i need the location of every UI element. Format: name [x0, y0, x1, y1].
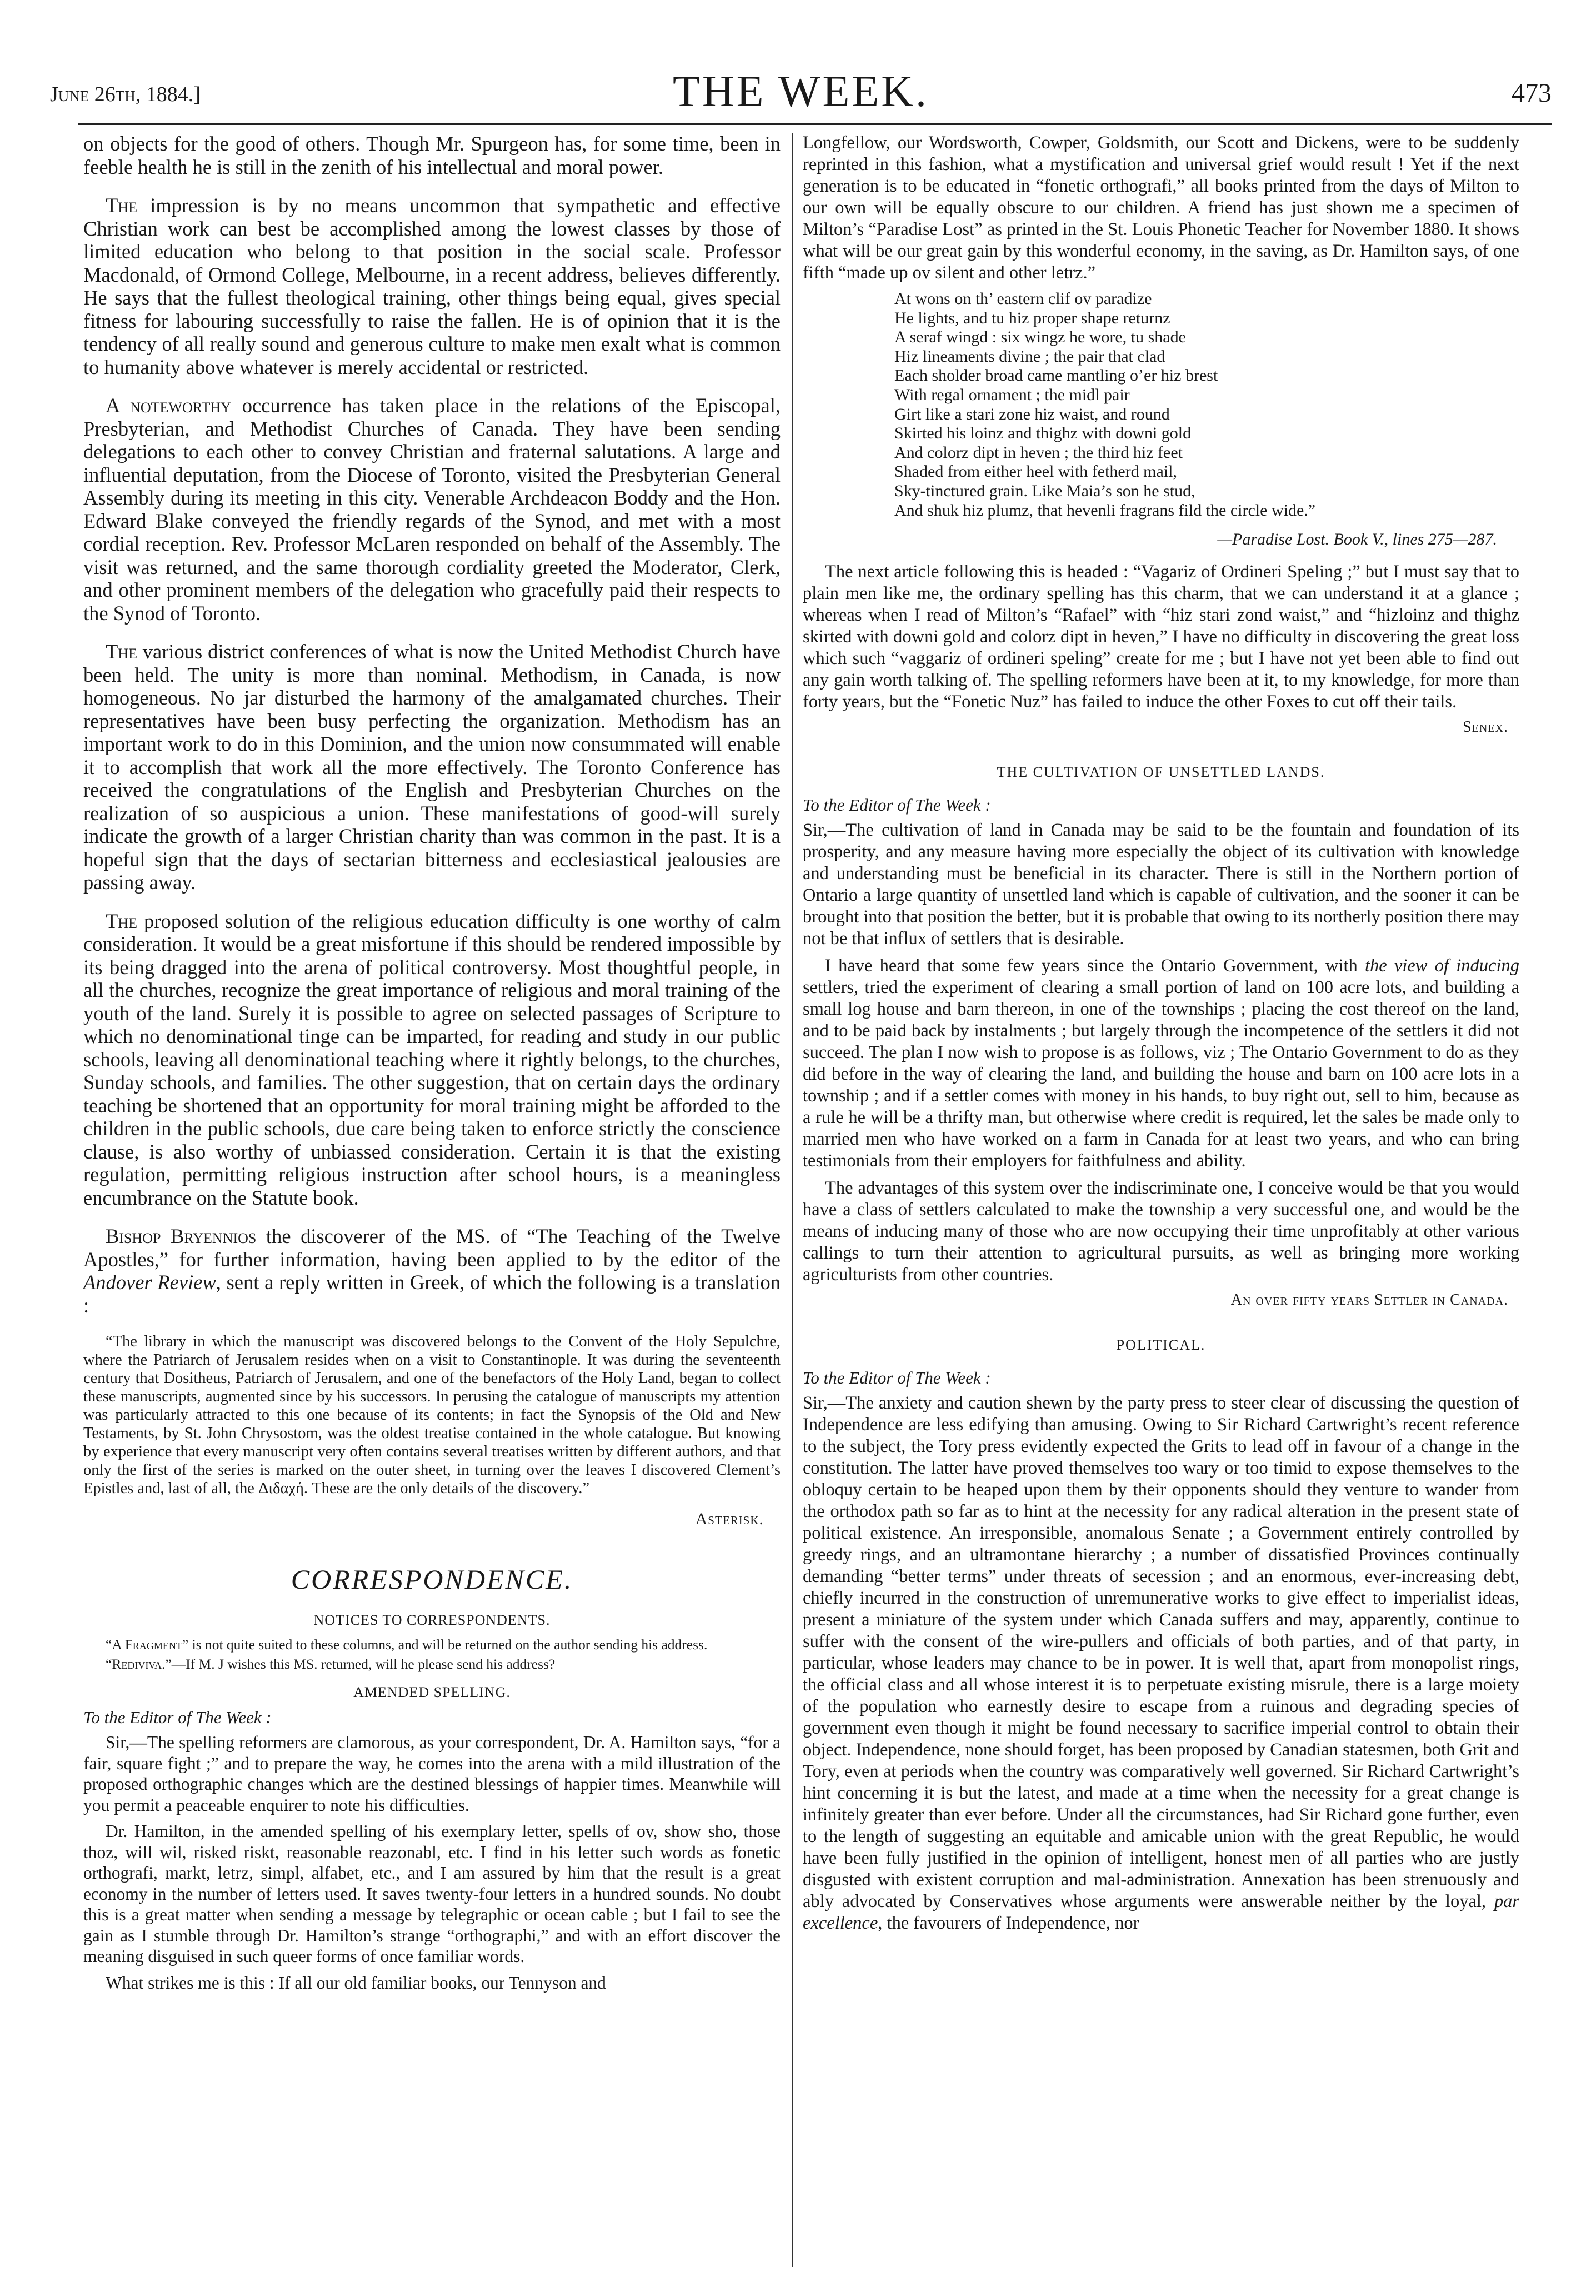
paragraph-text: Sir,—The anxiety and caution shewn by the party press to steer clear of discussing the question of Independence are less edifying than amusing. Owing to Sir Richard Cartwright’s recent reference to the subject, the Tory press evidently expected the Grits to lead off in favour of a change in the constitution. The latter have proved themselves too wary or too timid to expose themselves to the obloquy certain to be heaped upon them by their opponents should they venture to wander from the orthodox path so far as to hint at the necessity for any radical alteration in the present state of political existence. An irresponsible, anomalous Senate ; a Government entirely controlled by greedy rings, and an ultramontane hierarchy ; a number of dissatisfied Provinces continually demanding “better terms” under threats of secession ; and an enormous, ever-increasing debt, chiefly incurred in the construction of unremunerative works to give effect to imperialist ideas, present a miniature of the system under which Canada suffers and may, apparently, continue to suffer with the consent of the wire-pullers and officials of both parties, and of that party, in particular, whose leaders may chance to be in power. It is well that, apart from monopolist rings, the official class and all whose interest it is to perpetuate existing misrule, there is a large moiety of the population who earnestly desire to escape from a ruinous and degrading species of government even though it might be found necessary to sacrifice imperial control to obtain their object. Independence, none should forget, has been proposed by Canadian statesmen, both Grit and Tory, even at periods when the country was comparatively well governed. Sir Richard Cartwright’s hint concerning it is but the latest, and made at a time when the necessity for a great change is infinitely greater than ever before. Under all the circumstances, had Sir Richard gone further, even to the length of suggesting an equitable and amicable union with the great Republic, he would have been fully justified in the opinion of intelligent, honest men of all parties who are justly disgusted with existent corruption and mal-administration. Annexation has been strenuously and ably advocated by Conservatives whose arguments were answerable neither by the loyal, — [803, 1393, 1519, 1912]
emphasis-text: par excellence — [803, 1891, 1519, 1934]
lead-in: The — [106, 194, 137, 217]
paragraph-text: impression is by no means uncommon that sympathetic and effective Christian work can best be accomplished among the lowest classes by those of limited education who belong to that position in the social scale. Professor Macdonald, of Ormond College, Melbourne, in a recent address, believes differently. He says that the fullest theological training, other things being equal, gives special fitness for labouring successfully to raise the fallen. He is of opinion that it is the tendency of all really sound and generous culture to make men exalt what is common to humanity above whatever is merely accidental or restricted. — [83, 194, 781, 378]
publication-title: Andover Review — [83, 1271, 216, 1294]
paragraph-church-delegations — [83, 394, 781, 625]
poem-line: Each sholder broad came mantling o’er hiz brest — [894, 366, 1218, 385]
poem-line: He lights, and tu hiz proper shape returnz — [894, 308, 1170, 327]
issue-date: June 26th, 1884.] — [50, 83, 201, 106]
paragraph-religious-education — [83, 910, 781, 1210]
amended-spelling-heading: AMENDED SPELLING. — [353, 1684, 511, 1700]
letter-paragraph: Sir,—The spelling reformers are clamorous, as your correspondent, Dr. A. Hamilton says, “for a fair, square fight ;” and to prepare the way, he comes into the arena with a mild illustration of the proposed orthographic changes which are the destined blessings of happier times. Meanwhile will you permit a peaceable enquirer to note his difficulties. — [83, 1733, 781, 1815]
to-editor-line: To the Editor of The Week : — [803, 1368, 991, 1388]
page-header — [50, 56, 1552, 117]
letter-paragraph: Longfellow, our Wordsworth, Cowper, Goldsmith, our Scott and Dickens, were to be suddenly reprinted in this fashion, what a mystification and universal grief would result ! Yet if the next generation is to be educated in “fonetic orthografi,” all books printed from the days of Milton to our own will be equally obscure to our children. A friend has just shown me a specimen of Milton’s “Paradise Lost” as printed in the St. Louis Phonetic Teacher for November 1880. It shows what will be our great gain by this wonderful economy, in the saving, as Dr. Hamilton says, of one fifth “made up ov silent and other letrz.” — [803, 133, 1519, 283]
lead-in: A noteworthy — [106, 394, 231, 417]
right-column — [803, 132, 1519, 2272]
left-column — [83, 132, 781, 2272]
paragraph-text: various district conferences of what is now the United Methodist Church have been held. The unity is more than nominal. Methodism, in Canada, is now homogeneous. No jar disturbed the harmony of the amalgamated churches. Their representatives have been busy perfecting the organization. Methodism has an important work to do in this Dominion, and the union now consummated will enable it to accomplish that work all the more effectively. The Toronto Conference has received the congratulations of the English and Presbyterian Churches on the realization of so auspicious a union. These manifestations of good-will surely indicate the growth of a larger Christian charity than was common in the past. It is a hopeful sign that the days of sectarian bitterness and ecclesiastical jealousies are passing away. — [83, 640, 781, 894]
letter-paragraph: The next article following this is headed : “Vagariz of Ordineri Speling ;” but I must say that to plain men like me, the ordinary spelling has this charm, that we can understand it at a glance ; whereas when I read of Milton’s “Rafael” with “hiz stari zond waist,” and “hizloinz and thighz skirted with downi gold and colorz dipt in heven,” I have no difficulty in discovering the great loss which such “vaggariz of ordineri speling” create for me ; but I have not yet been able to find out any gain worth talking of. The spelling reformers have been at it, to my knowledge, for more than forty years, but the “Fonetic Nuz” has failed to induce the other Foxes to cut off their tails. — [803, 562, 1519, 712]
paragraph-text: I have heard that some few years since the Ontario Government, with — [825, 956, 1365, 976]
masthead-title: THE WEEK. — [672, 67, 929, 116]
letter-paragraph: The advantages of this system over the indiscriminate one, I conceive would be that you would have a class of settlers calculated to make the township a very successful one, and would be the means of inducing many of those who are now occupying their time unprofitably at other various callings to turn their attention to agricultural pursuits, as well as bringing more working agriculturists from other countries. — [803, 1178, 1519, 1285]
poem-line: Girt like a stari zone hiz waist, and round — [894, 405, 1170, 423]
notices-heading: NOTICES TO CORRESPONDENTS. — [313, 1612, 551, 1628]
poem-excerpt — [894, 290, 1519, 520]
lead-in: The — [106, 909, 137, 932]
cultivation-heading: THE CULTIVATION OF UNSETTLED LANDS. — [997, 764, 1325, 781]
letter-paragraph: Dr. Hamilton, in the amended spelling of his exemplary letter, spells of ov, show sho, those thoz, will wil, risked riskt, reasonable reazonabl, etc. I find in his letter such words as fonetic orthografi, markt, letrz, simpl, alfabet, etc., and I am assured by him that the result is a great economy in the number of letters used. It saves twenty-four letters in a hundred sounds. No doubt this is a great matter when sending a message by telegraphic or ocean cable ; but I fail to see the gain as I stumble through Dr. Hamilton’s strange “orthographi,” and with an effort discover the meaning disguised in such queer forms of once familiar words. — [83, 1821, 781, 1966]
political-heading: POLITICAL. — [1116, 1337, 1206, 1354]
letter-paragraph — [803, 1392, 1519, 1934]
poem-line: At wons on th’ eastern clif ov paradize — [894, 290, 1152, 308]
page-number: 473 — [1512, 78, 1552, 108]
header-rule — [78, 123, 1552, 125]
poem-line: Skirted his loinz and thighz with downi gold — [894, 424, 1192, 443]
paragraph-education-culture — [83, 194, 781, 378]
paragraph-text: , sent a reply written in Greek, of which the following is a translation : — [83, 1271, 781, 1317]
notice-lead: “Rediviva.” — [106, 1656, 172, 1672]
emphasis-text: the view of inducing — [1365, 956, 1519, 976]
paragraph-text: settlers, tried the experiment of clearing a small portion of land on 100 acre lots, and building a small log house and barn thereon, in one of the townships ; placing the cost thereof on the land, and to be paid back by instalments ; but largely through the incompetence of the settlers it did not succeed. The plan I now wish to propose is as follows, viz ; The Ontario Government to do as they did before in the way of clearing the land, and building the house and barn on 100 acre lots in a township ; and if a settler comes with money in his hands, to buy right out, sell to him, because as a rule he will be a thrifty man, but otherwise where credit is required, let the sales be made only to married men who have worked on a farm in Canada for at least two years, and who can bring testimonials from their employers for faithfulness and ability. — [803, 977, 1519, 1171]
lead-in: Bishop Bryennios — [106, 1225, 257, 1247]
letter-paragraph: Sir,—The cultivation of land in Canada may be said to be the fountain and foundation of its prosperity, and any measure having more especially the object of its cultivation with knowledge and understanding must be beneficial in its character. There is still in the Northern portion of Ontario a large quantity of unsettled land which is capable of cultivation, and the sooner it can be brought into that position the better, but it is probable that owing to its northerly position there may not be that influx of settlers that is desirable. — [803, 820, 1519, 949]
notice-text: is not quite suited to these columns, and will be returned on the author sending his address. — [188, 1636, 708, 1653]
paragraph-text: occurrence has taken place in the relations of the Episcopal, Presbyterian, and Methodist Churches of Canada. They have been sending delegations to each other to convey Christian and fraternal salutations. A large and influential deputation, from the Diocese of Toronto, visited the Presbyterian General Assembly during its meeting in this city. Venerable Archdeacon Boddy and the Hon. Edward Blake conveyed the friendly regards of the Synod, and met with a most cordial reception. Rev. Professor McLaren responded on behalf of the Assembly. The visit was returned, and the same thorough cordiality greeted the Moderator, Clerk, and other prominent members of the delegation who gracefully paid their respects to the Synod of Toronto. — [83, 394, 781, 625]
paragraph-text: the discoverer of the MS. of “The Teaching of the Twelve Apostles,” for further information, having been applied to by the editor of the — [83, 1225, 781, 1271]
notice-fragment — [83, 1636, 781, 1653]
paragraph-spurgeon: on objects for the good of others. Though Mr. Spurgeon has, for some time, been in feeble health he is still in the zenith of his intellectual and moral power. — [83, 132, 781, 178]
translation-quote: “The library in which the manuscript was discovered belongs to the Convent of the Holy Sepulchre, where the Patriarch of Jerusalem resides when on a visit to Constantinople. It was during the seventeenth century that Dositheus, Patriarch of Jerusalem, and one of the benefactors of the Holy Land, began to collect these manuscripts, augmented since by his successors. In perusing the catalogue of manuscripts my attention was particularly attracted to this one because of its contents; in fact the Synopsis of the Old and New Testaments, by St. John Chrysostom, was the oldest treatise contained in the whole catalogue. But knowing by experience that every manuscript very often contains several treatises written by different authors, and that only the first of the series is marked on the outer sheet, in turning over the leaves I discovered Clement’s Epistles and, last of all, the Διδαχή. These are the only details of the discovery.” — [83, 1333, 781, 1497]
lead-in: The — [106, 640, 137, 663]
notice-text: —If M. J wishes this MS. returned, will he please send his address? — [171, 1656, 556, 1672]
poem-line: With regal ornament ; the midl pair — [894, 385, 1130, 404]
signature-asterisk: Asterisk. — [695, 1510, 764, 1528]
poem-citation: —Paradise Lost. Book V., lines 275—287. — [1217, 530, 1497, 549]
paragraph-text: , the favourers of Independence, nor — [878, 1913, 1139, 1934]
poem-line: And shuk hiz plumz, that hevenli fragrans fild the circle wide.” — [894, 501, 1316, 520]
letter-paragraph — [803, 955, 1519, 1172]
signature-settler: An over fifty years Settler in Canada. — [1230, 1291, 1508, 1309]
column-divider — [792, 133, 793, 2267]
poem-line: Hiz lineaments divine ; the pair that clad — [894, 347, 1165, 366]
signature-senex: Senex. — [1463, 718, 1508, 736]
letter-paragraph: What strikes me is this : If all our old familiar books, our Tennyson and — [106, 1973, 606, 1993]
section-title-correspondence: CORRESPONDENCE. — [291, 1564, 573, 1595]
paragraph-text: proposed solution of the religious education difficulty is one worthy of calm consideration. It would be a great misfortune if this should be rendered impossible by its being dragged into the arena of political controversy. Most thoughtful people, in all the churches, recognize the great importance of religious and moral training of the youth of the land. Surely it is possible to agree on selected passages of Scripture to which no denominational tinge can be imparted, for reading and study in our public schools, leaving all denominational teaching where it rightly belongs, to the churches, Sunday schools, and families. The other suggestion, that on certain days the ordinary teaching be shortened that an opportunity for moral training might be afforded to the children in the public schools, due care being taken to enforce strictly the conscience clause, is also worthy of unbiassed consideration. Certain it is that the existing regulation, permitting religious instruction after school hours, is a meaningless encumbrance on the Statute book. — [83, 909, 781, 1209]
notice-lead: “A Fragment” — [106, 1636, 189, 1653]
to-editor-line: To the Editor of The Week : — [803, 795, 991, 815]
poem-line: Sky-tinctured grain. Like Maia’s son he stud, — [894, 481, 1195, 500]
poem-line: Shaded from either heel with fetherd mail, — [894, 462, 1177, 481]
poem-line: And colorz dipt in heven ; the third hiz feet — [894, 443, 1183, 462]
to-editor-line: To the Editor of The Week : — [83, 1708, 272, 1727]
paragraph-methodist-union — [83, 640, 781, 894]
notice-rediviva — [83, 1656, 781, 1672]
paragraph-bishop-bryennios — [83, 1225, 781, 1317]
poem-line: A seraf wingd : six wingz he wore, tu shade — [894, 328, 1186, 347]
